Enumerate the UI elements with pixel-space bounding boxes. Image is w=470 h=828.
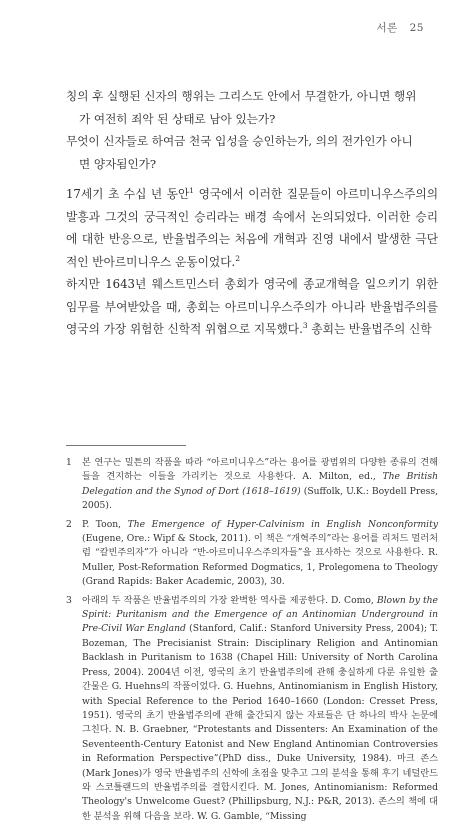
question-1-line-1: 칭의 후 실행된 신자의 행위는 그리스도 안에서 무결한가, 아니면 행위: [66, 89, 417, 103]
footnote-title: Blown by the Spirit: Puritanism and the Emergence of an Antinomian Underground in Pre-Civil War England: [82, 594, 438, 635]
footnote-2: [66, 518, 438, 590]
footnote-text: 본 연구는 밀튼의 작품을 따라 “아르미니우스”라는 용어를 광범위의 다양한 종류의 견해들을 견지하는 이들을 가리키는 것으로 사용한다. A. Milton, ed.,: [82, 457, 438, 483]
paragraph-1-text-b: 영국에서 이러한 질문들이 아르미니우스주의의 발흥과 그것의 궁극적인 승리라는 배경 속에서 논의되었다. 이러한 승리에 대한 반응으로, 반율법주의는 처음에 개혁과 진영 내에서 발생한 극단적인 반아르미니우스 운동이었다.: [66, 187, 438, 269]
footnote-number: 2: [66, 518, 72, 530]
question-2: [66, 130, 436, 175]
paragraph-2-text-a: 하지만 1643년 웨스트민스터 총회가 영국에 종교개혁을 일으키기 위한 임무를 부여받았을 때, 총회는 아르미니우스주의가 아니라 반율법주의를 영국의 가장 위험한 신학적 위협으로 지목했다.: [66, 277, 438, 336]
footnote-ref-3[interactable]: 3: [302, 321, 308, 331]
footnotes: [66, 456, 438, 828]
footnote-ref-1[interactable]: 1: [189, 186, 195, 196]
footnote-text: (Stanford, Calif.: Stanford University Press, 2004); T. Bozeman, The Precisianist Strain: Disciplinary Religion and Antinomian Backlash in Puritanism to 1638 (Chapel Hill: University of North Carolina Press, 2004). 2004년 이전, 영국의 초기 반율법주의에 관해 충실하게 다룬 유일한 출간물은 G. Huehns의 작품이었다. G. Huehns, Antinomianism in English History, with Special Reference to the Period 1640–1660 (London: Cresset Press, 1951). 영국의 초기 반율법주의에 관해 출간되지 않는 자료들은 단 하나의 박사 논문에 그친다. N. B. Graebner, “Protestants and Dissenters: An Examination of the Seventeenth-Century Eatonist and New England Antinomian Controversies in Reformation Perspective”(PhD diss., Duke University, 1984). 마크 존스(Mark Jones)가 영국 반율법주의 신학에 초점을 맞추고 그의 분석을 통해 후기 네덜란드와 스코틀랜드의 반율법주의를 결합시킨다. M. Jones, Antinomianism: Reformed Theology's Unwelcome Guest? (Phillipsburg, N.J.: P&R, 2013). 존스의 책에 대한 분석을 위해 다음을 보라. W. G. Gamble, “Missing: [82, 623, 438, 822]
footnote-number: 1: [66, 457, 72, 468]
footnote-number: 3: [66, 594, 72, 606]
question-list: [66, 85, 436, 175]
paragraph-2: [66, 273, 438, 341]
running-title: 서론: [376, 22, 398, 34]
footnote-ref-2[interactable]: 2: [235, 253, 240, 263]
page-number: 25: [409, 22, 424, 34]
footnote-title: The Emergence of Hyper-Calvinism in English Nonconformity: [127, 518, 438, 530]
question-2-line-1: 무엇이 신자들로 하여금 천국 입성을 승인하는가, 의의 전가인가 아니: [66, 134, 413, 148]
footnote-text: (Suffolk, U.K.: Boydell Press, 2005).: [82, 485, 438, 512]
paragraph-2-text-b: 총회는 반율법주의 신학: [307, 322, 432, 336]
running-header: [376, 20, 424, 35]
question-1: [66, 85, 436, 130]
footnote-1: [66, 456, 438, 514]
paragraph-1: [66, 183, 438, 273]
footnote-text: 아래의 두 작품은 반율법주의의 가장 완벽한 역사를 제공한다. D. Como,: [82, 594, 377, 606]
footnote-3: [66, 594, 438, 825]
footnote-divider: [66, 445, 186, 446]
footnote-text: P. Toon,: [82, 518, 128, 530]
question-2-line-2: 면 양자됨인가?: [79, 156, 157, 171]
paragraph-1-text-a: 17세기 초 수십 년 동안: [66, 187, 190, 201]
footnote-title: The British Delegation and the Synod of Dort (1618–1619): [82, 471, 438, 497]
footnote-text: (Eugene, Ore.: Wipf & Stock, 2011). 이 책은 “개혁주의”라는 용어를 리처드 멀러처럼 “칼빈주의자”가 아니라 “반-아르미니우스주의자들”을 표사하는 것으로 사용한다. R. Muller, Post-Reformation Reformed Dogmatics, 1, Prolegomena to Theology (Grand Rapids: Baker Academic, 2003), 30.: [82, 533, 438, 588]
question-1-line-2: 가 여전히 죄악 된 상태로 남아 있는가?: [79, 111, 276, 126]
body-text: [66, 183, 438, 341]
